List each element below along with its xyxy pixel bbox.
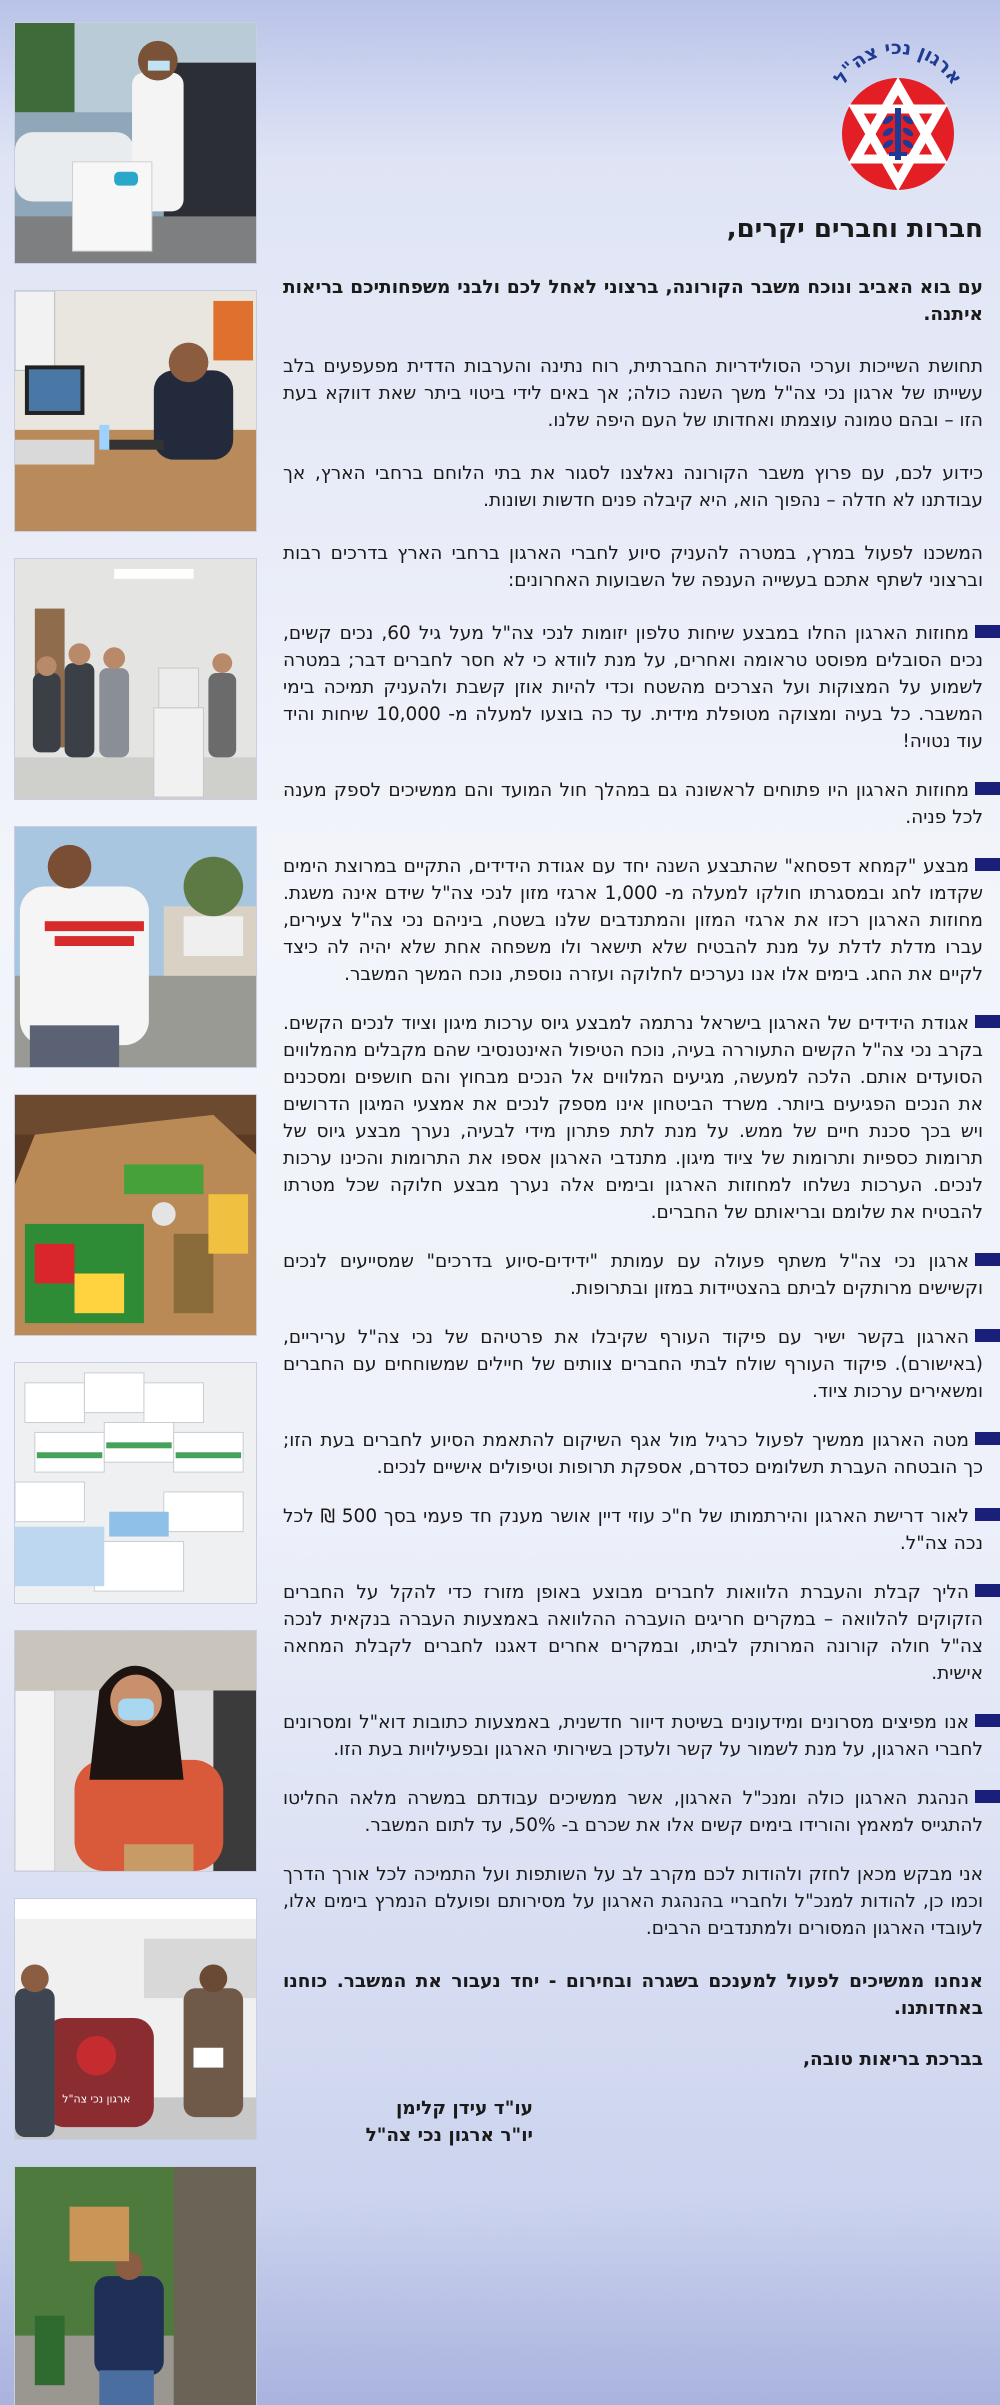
photo-volunteer-with-box bbox=[14, 22, 257, 264]
bullet-item bbox=[283, 1579, 983, 1687]
signature-block bbox=[283, 2095, 983, 2149]
letter-greeting: חברות וחברים יקרים, bbox=[726, 214, 983, 244]
bullet-item bbox=[283, 853, 983, 988]
logo-text: ארגון נכי צה"ל bbox=[829, 36, 967, 89]
photo-staff-group-office bbox=[14, 558, 257, 800]
desk-sign-text: ארגון נכי צה"ל bbox=[62, 2092, 131, 2106]
paragraph: תחושת השייכות וערכי הסולידריות החברתית, רוח נתינה והערבות הדדית מפעפעים בלב עשייתו של ארגון נכי צה"ל משך השנה כולה; אך באים לידי ביטוי ביתר שאת דווקא בעת הזו – ובהם טמונה עוצמתו ואחדותו של העם היפה שלנו. bbox=[283, 356, 983, 431]
org-logo-emblem bbox=[818, 34, 978, 194]
bullet-item bbox=[283, 1427, 983, 1481]
bullet-text: ארגון נכי צה"ל משתף פעולה עם עמותת "ידידים-סיוע בדרכים" שמסייעים לנכים וקשישים מרותקים לביתם בהצטיידות במזון ובתרופות. bbox=[283, 1251, 983, 1299]
photo-face-mask-boxes bbox=[14, 1362, 257, 1604]
bullet-marker-icon bbox=[975, 782, 1000, 795]
bullet-item bbox=[283, 1785, 983, 1839]
bullet-marker-icon bbox=[975, 1329, 1000, 1342]
paragraph: כידוע לכם, עם פרוץ משבר הקורונה נאלצנו לסגור את בתי הלוחם ברחבי הארץ, אך עבודתנו לא חדלה – נהפוך הוא, היא קיבלה פנים חדשות ושונות. bbox=[283, 463, 983, 511]
bullet-marker-icon bbox=[975, 625, 1000, 638]
bullet-marker-icon bbox=[975, 1015, 1000, 1028]
photo-man-carrying-box bbox=[14, 2166, 257, 2405]
paragraph: המשכנו לפעול במרץ, במטרה להעניק סיוע לחברי הארגון ברחבי הארץ בדרכים רבות וברצוני לשתף אתכם בעשייה הענפה של השבועות האחרונים: bbox=[283, 543, 983, 591]
bullet-item bbox=[283, 1248, 983, 1302]
bullet-item bbox=[283, 777, 983, 831]
photo-food-packages bbox=[14, 1094, 257, 1336]
bullet-text: מחוזות הארגון החלו במבצע שיחות טלפון יזומות לנכי צה"ל מעל גיל 60, נכים קשים, נכים הסובלים מפוסט טראומה ואחרים, על מנת לוודא כי לא חסר לחברים דבר; במטרה לשמוע על המצוקות ועל הצרכים מהשטח וכדי להיות אוזן קשבת ולהעניק תמיכה בימי המשבר. כל בעיה ומצוקה מטופלת מידית. עד כה בוצעו למעלה מ- 10,000 שיחות והיד עוד נטויה! bbox=[283, 623, 983, 752]
bullet-text: לאור דרישת הארגון והירתמותו של ח"כ עוזי דיין אושר מענק חד פעמי בסך 500 ₪ לכל נכה צה"ל. bbox=[283, 1506, 983, 1554]
bullet-marker-icon bbox=[975, 1508, 1000, 1521]
bullet-item bbox=[283, 1503, 983, 1557]
signature-title: יו"ר ארגון נכי צה"ל bbox=[365, 2125, 533, 2146]
bullet-text: הנהגת הארגון כולה ומנכ"ל הארגון, אשר ממשיכים עבודתם במשרה מלאה החליטו להתגייס למאמץ והורידו בימים קשים אלו את שכרם ב- 50%, עד לתום המשבר. bbox=[283, 1788, 983, 1836]
letter-content bbox=[283, 212, 983, 2149]
bullet-text: הארגון בקשר ישיר עם פיקוד העורף שקיבלו את פרטיהם של נכי צה"ל עריריים, (באישורם). פיקוד העורף שולח לבתי החברים צוותים של חיילים שמשוחחים עם החברים ומשאירים ערכות ציוד. bbox=[283, 1327, 983, 1402]
photo-reception-desk-handover bbox=[14, 1898, 257, 2140]
bullet-text: מבצע "קמחא דפסחא" שהתבצע השנה יחד עם אגודת הידידים, התקיים במרוצת הימים שקדמו לחג ובמסגרתו חולקו למעלה מ- 1,000 ארגזי מזון לנכי צה"ל שידם אינה משגת. מחוזות הארגון רכזו את ארגזי המזון והמתנדבים שלנו בשטח, ביניהם נכי צה"ל צעירים, עברו מדלת לדלת על מנת להבטיח שלא תישאר ולו משפחה אחת שלא יהיה לה כיצד לקיים את החג. בימים אלו אנו נערכים לחלוקה ועזרה נוספת, נוכח המשך המשבר. bbox=[283, 856, 983, 985]
photo-volunteer-red-shirt bbox=[14, 826, 257, 1068]
photo-woman-with-mask bbox=[14, 1630, 257, 1872]
bullet-text: מטה הארגון ממשיך לפעול כרגיל מול אגף השיקום להתאמת הסיוע לחברים בעת הזו; כך הובטחה העברת תשלומים כסדרם, אספקת תרופות וטיפולים אישיים לנכים. bbox=[283, 1430, 983, 1478]
closing-statement: אנחנו ממשיכים לפעול למענכם בשגרה ובחירום - יחד נעבור את המשבר. כוחנו באחדותנו. bbox=[283, 1971, 983, 2019]
bullet-item bbox=[283, 1010, 983, 1226]
bullet-item bbox=[283, 1324, 983, 1405]
bullet-marker-icon bbox=[975, 1790, 1000, 1803]
bullet-text: אגודת הידידים של הארגון בישראל נרתמה למבצע גיוס ערכות מיגון וציוד לנכים הקשים. בקרב נכי צה"ל הקשים התעוררה בעיה, נוכח הטיפול האינטנסיבי שהם מקבלים מהמלווים הסועדים אותם. הלכה למעשה, מגיעים המלווים אל הנכים מבחוץ והם חושפים ומסכנים את הנכים הפגיעים ביותר. משרד הביטחון אינו מספק לנכים את אמצעי המיגון הדרושים ויש בכך סכנת חיים של ממש. על מנת לתת פתרון מידי לבעיה, נערך מבצע גיוס של תרומות כספיות ותרומות של ציוד מיגון. מתנדבי הארגון אספו את התרומות והכינו ערכות לנכים. הערכות נשלחו למחוזות הארגון ובימים אלה נערך מבצע חלוקה שכל מטרתו להבטיח את שלומם ובריאותם של החברים. bbox=[283, 1013, 983, 1223]
bullet-marker-icon bbox=[975, 1253, 1000, 1266]
bullet-text: הליך קבלת והעברת הלוואות לחברים מבוצע באופן מזורז כדי להקל על החברים הזקוקים להלוואה – במקרים חריגים הועברה ההלוואה באמצעות העברה בנקאית לנכה צה"ל חולה קורונה המרותק לביתו, ובמקרים אחרים דאגנו לחברים לקבלת המחאה אישית. bbox=[283, 1582, 983, 1684]
bullet-item bbox=[283, 1709, 983, 1763]
photo-man-on-phone-at-desk bbox=[14, 290, 257, 532]
bullet-marker-icon bbox=[975, 858, 1000, 871]
letter-intro: עם בוא האביב ונוכח משבר הקורונה, ברצוני לאחל לכם ולבני משפחותיכם בריאות איתנה. bbox=[283, 277, 983, 325]
thanks-paragraph: אני מבקש מכאן לחזק ולהודות לכם מקרב לב על השותפות ועל התמיכה לכל אורך הדרך וכמו כן, להודות למנכ"ל ולחבריי בהנהגת הארגון על מסירותם ופועלם הנמרץ בימים אלו, לעובדי הארגון המסורים ולמתנדבים הרבים. bbox=[283, 1864, 983, 1939]
org-logo bbox=[818, 34, 978, 194]
bullet-text: מחוזות הארגון היו פתוחים לראשונה גם במהלך חול המועד והם ממשיכים לספק מענה לכל פניה. bbox=[283, 780, 983, 828]
bullet-marker-icon bbox=[975, 1584, 1000, 1597]
bullet-item bbox=[283, 620, 983, 755]
regards-line: בברכת בריאות טובה, bbox=[803, 2049, 983, 2070]
bullet-marker-icon bbox=[975, 1714, 1000, 1727]
signature-name: עו"ד עידן קלימן bbox=[395, 2098, 533, 2119]
bullet-marker-icon bbox=[975, 1432, 1000, 1445]
bullet-text: אנו מפיצים מסרונים ומידעונים בשיטת דיוור חדשנית, באמצעות כתובות דוא"ל ומסרונים לחברי הארגון, על מנת לשמור על קשר ולעדכן בשירותי הארגון ובפעילויות בעת הזו. bbox=[283, 1712, 983, 1760]
